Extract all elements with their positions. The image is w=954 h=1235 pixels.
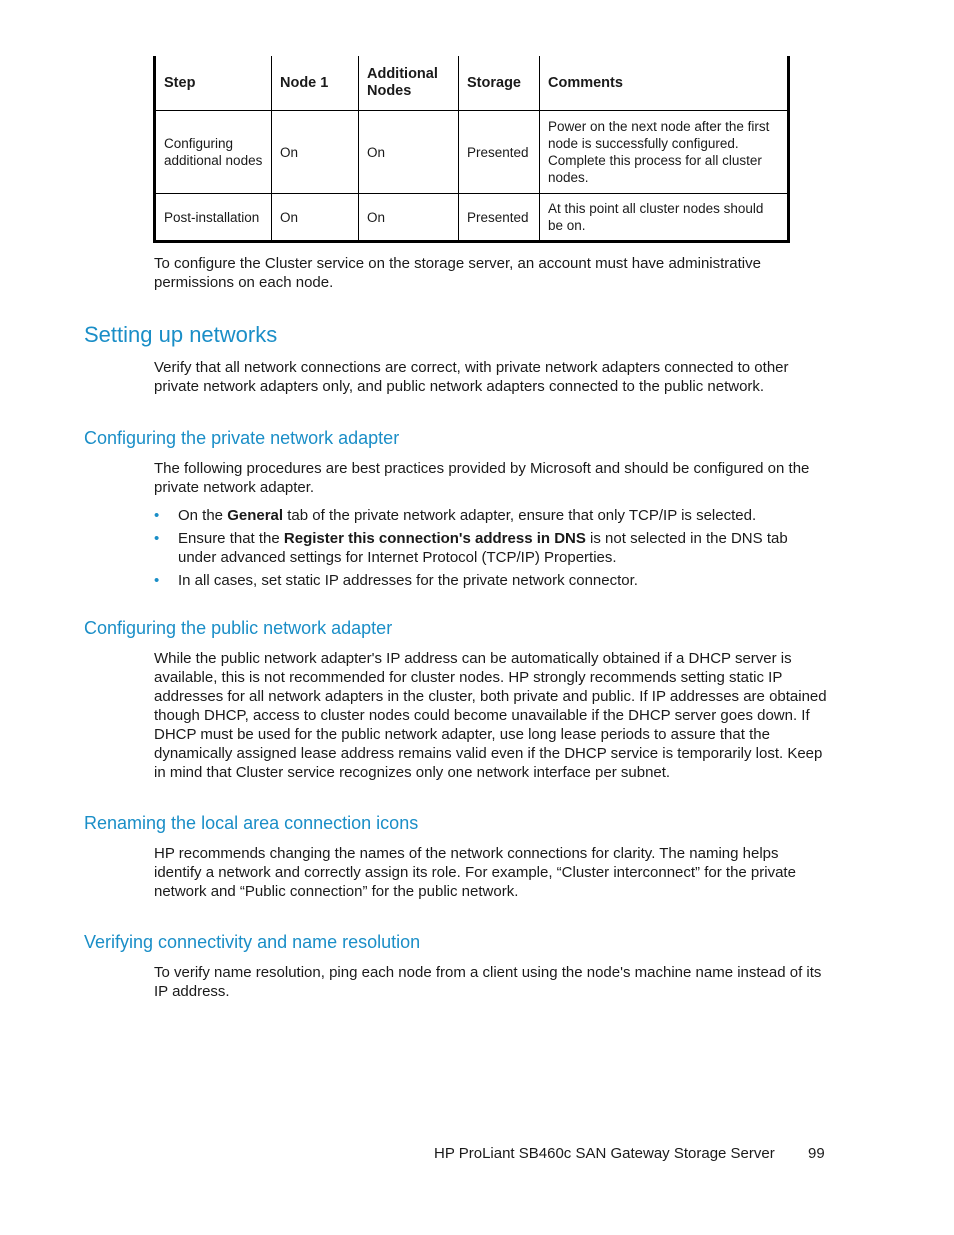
heading-private-adapter: Configuring the private network adapter	[84, 428, 400, 448]
bullet-text-after: is not selected in the DNS tab under advanced settings for Internet Protocol (TCP/IP) Properties.	[178, 530, 788, 566]
bullet-icon: •	[154, 530, 160, 547]
list-item	[154, 571, 830, 590]
verifying-body: To verify name resolution, ping each node from a client using the node's machine name instead of its IP address.	[154, 964, 822, 1000]
footer-title: HP ProLiant SB460c SAN Gateway Storage Server	[434, 1145, 775, 1162]
table-cell-storage: Presented	[459, 194, 540, 242]
bullet-icon: •	[154, 507, 160, 524]
private-adapter-bullets	[154, 506, 830, 590]
table-header-additional-nodes: Additional Nodes	[359, 56, 459, 111]
private-adapter-body: The following procedures are best practices provided by Microsoft and should be configured on the private network adapter.	[154, 460, 810, 496]
table-header-comments: Comments	[540, 56, 789, 111]
section-body: Verify that all network connections are correct, with private network adapters connected to other private network adapters only, and public network adapters connected to the public network.	[154, 359, 789, 395]
page-number: 99	[808, 1145, 825, 1162]
bullet-text-bold: Register this connection's address in DNS	[283, 530, 586, 547]
table-cell-step: Configuring additional nodes	[155, 111, 272, 194]
bullet-icon: •	[154, 572, 160, 589]
intro-paragraph: To configure the Cluster service on the storage server, an account must have administrative permissions on each node.	[154, 255, 761, 291]
cluster-steps-table	[153, 56, 790, 243]
table-row	[155, 111, 789, 194]
table-cell-comments: Power on the next node after the first node is successfully configured. Complete this process for all cluster nodes.	[540, 111, 789, 194]
table-header-node1: Node 1	[272, 56, 359, 111]
table-header-step: Step	[155, 56, 272, 111]
table-cell-node1: On	[272, 194, 359, 242]
table-cell-node1: On	[272, 111, 359, 194]
bullet-text-bold: General	[227, 507, 284, 524]
heading-verifying-connectivity: Verifying connectivity and name resolution	[84, 932, 421, 952]
public-adapter-body: While the public network adapter's IP address can be automatically obtained if a DHCP server is available, this is not recommended for cluster nodes. HP strongly recommends setting static IP addresses for all network adapters in the cluster, both private and public. If IP addresses are obtained though DHCP, access to cluster nodes could become unavailable if the DHCP server goes down. If DHCP must be used for the public network adapter, use long lease periods to assure that the dynamically assigned lease address remains valid even if the DHCP service is temporarily lost. Keep in mind that Cluster service recognizes only one network interface per subnet.	[154, 650, 827, 781]
list-item	[154, 529, 830, 567]
table-cell-additional-nodes: On	[359, 111, 459, 194]
table-header-storage: Storage	[459, 56, 540, 111]
heading-renaming-icons: Renaming the local area connection icons	[84, 813, 419, 833]
table-cell-additional-nodes: On	[359, 194, 459, 242]
bullet-text-after: tab of the private network adapter, ensure that only TCP/IP is selected.	[283, 507, 757, 524]
bullet-text-before: On the	[178, 507, 228, 524]
table-header-row	[155, 56, 789, 111]
heading-public-adapter: Configuring the public network adapter	[84, 618, 393, 638]
table-row	[155, 194, 789, 242]
table-cell-step: Post-installation	[155, 194, 272, 242]
bullet-text-before: In all cases, set static IP addresses for the private network connector.	[178, 572, 638, 589]
renaming-body: HP recommends changing the names of the network connections for clarity. The naming helps identify a network and correctly assign its role. For example, “Cluster interconnect” for the private network and “Public connection” for the public network.	[154, 845, 796, 900]
bullet-text-before: Ensure that the	[178, 530, 284, 547]
table-cell-comments: At this point all cluster nodes should be on.	[540, 194, 789, 242]
section-heading-setting-up-networks: Setting up networks	[84, 322, 278, 347]
list-item	[154, 506, 830, 525]
table-cell-storage: Presented	[459, 111, 540, 194]
